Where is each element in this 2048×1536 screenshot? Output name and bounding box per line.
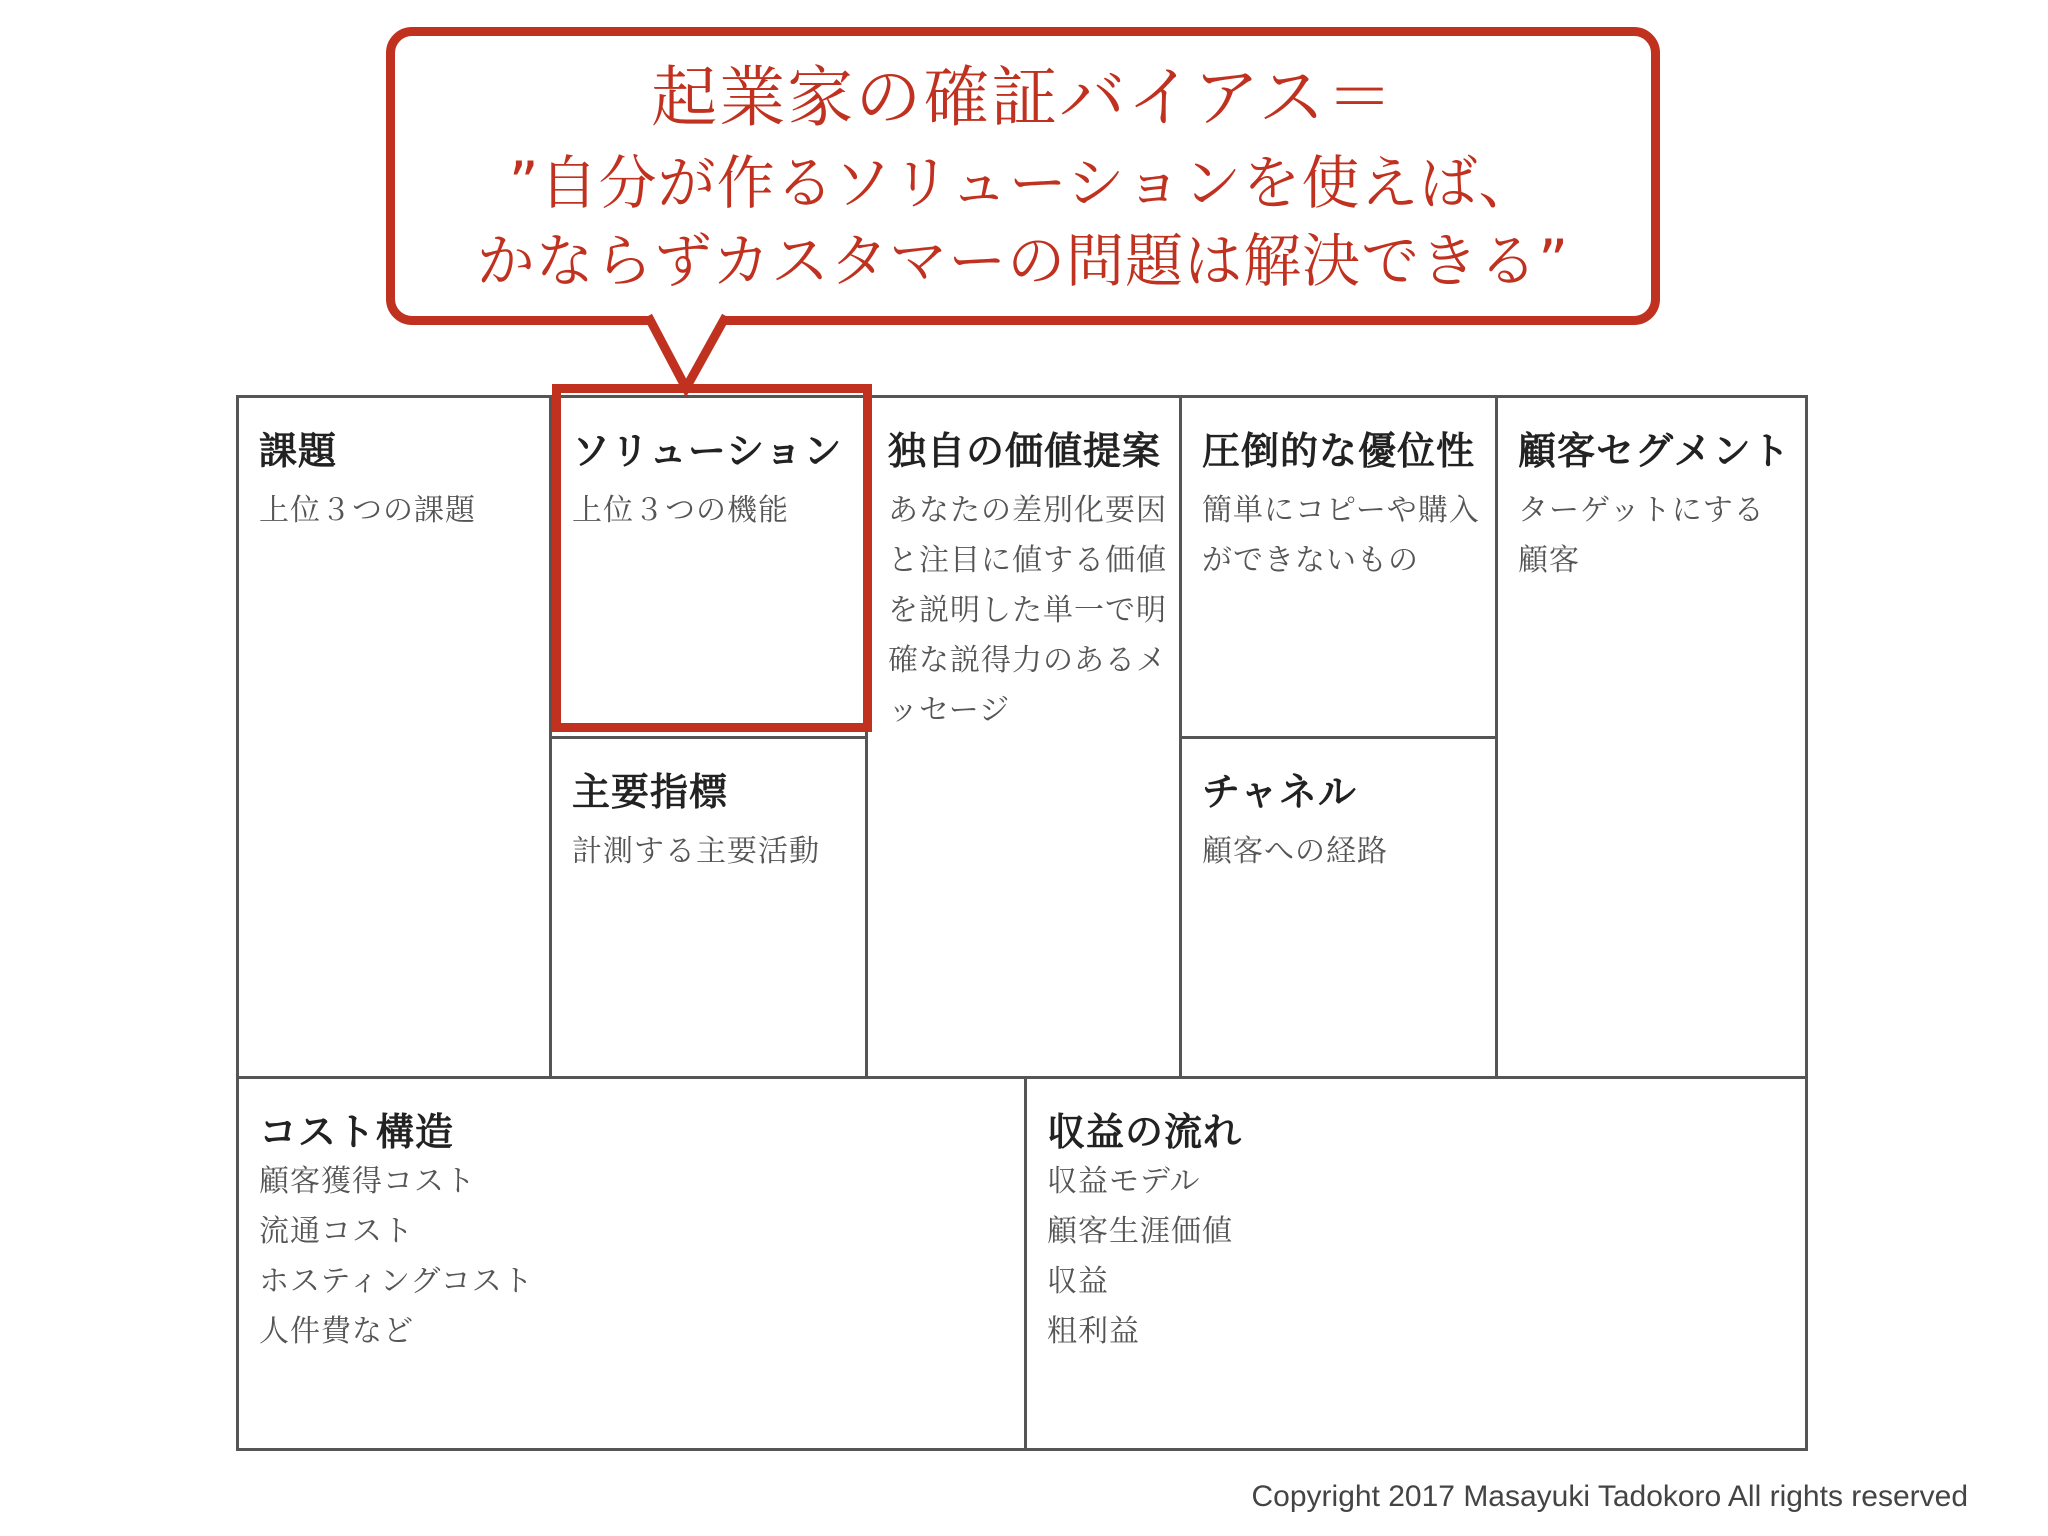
cell-customer-segments [1498, 398, 1805, 1076]
cell-text: 人件費など [259, 1314, 414, 1349]
cell-text: 流通コスト [259, 1214, 414, 1249]
solution-highlight-box [552, 384, 872, 732]
cell-text: あなたの差別化要因 [888, 493, 1167, 528]
cell-body [888, 486, 1169, 736]
cell-title: 独自の価値提案 [888, 429, 1162, 473]
lean-canvas [236, 395, 1808, 1451]
cell-text: を説明した単一で明 [888, 593, 1167, 628]
callout-pointer [620, 310, 750, 400]
cell-revenue-streams [1027, 1079, 1805, 1448]
cell-text: ターゲットにする [1518, 493, 1765, 528]
cell-text: と注目に値する価値 [888, 543, 1167, 578]
cell-problem [239, 398, 549, 1076]
cell-text: ッセージ [888, 693, 1011, 728]
cell-title: 主要指標 [572, 770, 729, 814]
cell-body [1047, 1157, 1795, 1357]
cell-unfair-advantage [1182, 398, 1495, 736]
cell-title: 圧倒的な優位性 [1202, 429, 1476, 473]
cell-text: ができないもの [1202, 543, 1419, 578]
cell-title: 顧客セグメント [1518, 429, 1791, 473]
cell-text: 計測する主要活動 [572, 834, 820, 869]
cell-text: 顧客 [1518, 543, 1580, 578]
cell-text: 上位３つの課題 [259, 493, 476, 528]
cell-body [259, 1157, 1014, 1357]
callout-bubble [386, 27, 1660, 325]
cell-body [1202, 827, 1485, 877]
cell-key-metrics [552, 739, 865, 1076]
cell-text: 顧客獲得コスト [259, 1164, 476, 1199]
cell-body [1518, 486, 1795, 586]
cell-title: チャネル [1202, 770, 1357, 814]
callout-line-1: ”自分が作るソリューションを使えば、 [508, 149, 1538, 217]
cell-unique-value-proposition [868, 398, 1179, 1076]
cell-title: 収益の流れ [1047, 1110, 1243, 1154]
cell-body [572, 827, 855, 877]
cell-body [259, 486, 539, 536]
cell-text: 簡単にコピーや購入 [1202, 493, 1480, 528]
cell-text: 粗利益 [1047, 1314, 1140, 1349]
cell-text: 収益 [1047, 1264, 1109, 1299]
cell-title: 課題 [259, 429, 338, 473]
cell-text: 確な説得力のあるメ [888, 643, 1167, 678]
callout-title: 起業家の確証バイアス＝ [651, 59, 1395, 136]
cell-text: 顧客生涯価値 [1047, 1214, 1233, 1249]
cell-title: コスト構造 [259, 1110, 455, 1154]
callout-line-2: かならずカスタマーの問題は解決できる” [476, 227, 1570, 295]
cell-body [1202, 486, 1485, 586]
cell-cost-structure [239, 1079, 1024, 1448]
cell-text: 顧客への経路 [1202, 834, 1388, 869]
cell-title: ソリューション [572, 429, 843, 473]
copyright-text: Copyright 2017 Masayuki Tadokoro All rights reserved [1251, 1480, 1968, 1513]
cell-text: 収益モデル [1047, 1164, 1201, 1199]
cell-channels [1182, 739, 1495, 1076]
cell-text: 上位３つの機能 [572, 493, 789, 528]
cell-text: ホスティングコスト [259, 1264, 534, 1299]
